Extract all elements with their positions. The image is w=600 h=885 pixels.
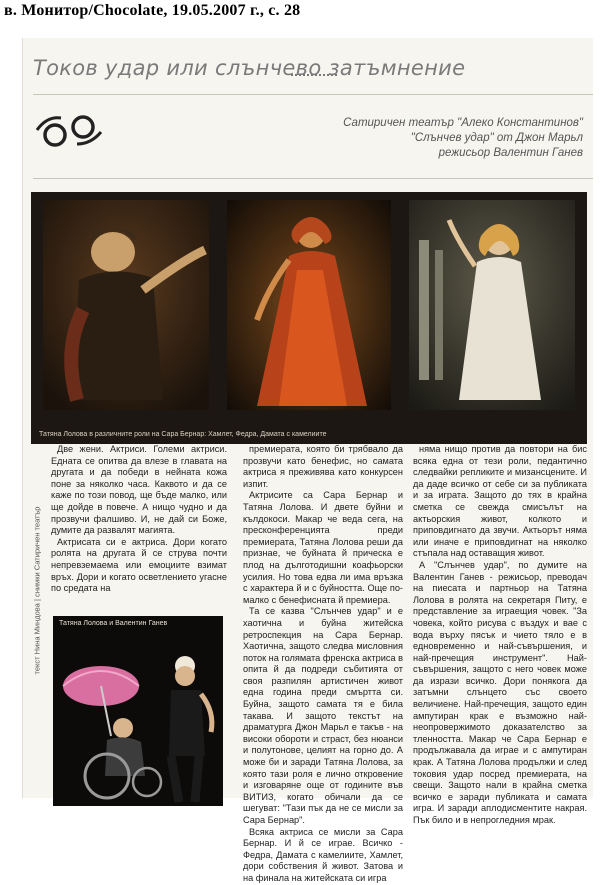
paragraph: Актрисите са Сара Бернар и Татяна Лолова. И двете буйни и кълдокоси. Макар че веда сега, на пресконференцията преди премиерата, Татяна Лолова реши да признае, че буйната й прическа е плод на дълготодишни коафьорски усилия. Но това едва ли има връзка с характера й и с буйността. Още по-малко с бенефисната й премиера. [243,490,403,605]
paragraph: А "Слънчев удар", по думите на Валентин Ганев - режисьор, преводач на пиесата и партньор на Татяна Лолова в ролята на секретаря Питу, е представление за играещия човек. "За човека, който рисува с въздух и ваe с вода върху пясък и чието тяло е в едновременно и най-съвършения, и най-пречещия инструмент". Най-съвършения, защото с него човек може да изрази всичко. Дори понякога да затъмни слънцето със своето величиене. Най-пречещия, защото един ампутиран крак е възможно най-неопровержимото доказателство за тленността. Макар че Сара Бернар е продължавала да играе и с ампутиран крак. А Татяна Лолова продължи и след токовия удар посред премиерата, на свещи. Защото нали в крайна сметка всичко е заради публиката и самата игра. И заради аплодисментите накрая. Пък било и в непрогледния мрак. [413,559,587,825]
paragraph: Две жени. Актриси. Големи актриси. Едната се опитва да влезе в главата на другата и да победи в нейната кожа поне за няколко часа. Каквото и да се каже по този повод, ще бъде малко, или ще дойде в повече. А нищо чудно и да прозвучи фалшиво. И, не дай си Боже, думите да развалят магията. [51,444,227,536]
paragraph: няма нищо против да повтори на бис всяка една от тези роли, педантично следвайки репликите и мизансцените. И да даде всичко от себе си за публиката и за играта. Защото до тях в крайна сметка се свежда смисълът на актьорския живот, колкото и приповдигнато да звучи. Актьорът няма или иначе е приповдигнат на няколко стъпала над оставащия живот. [413,444,587,559]
photo-lady-of-camellias [409,200,575,410]
paragraph: Актрисата си е актриса. Дори когато ролята на другата й се струва почти непревземаема или емоциите взимат връх. Дори и когато осветлението угасне по средата на [51,536,227,594]
article-page [22,38,593,883]
photo-lolova-ganev [53,616,223,806]
paragraph: премиерата, която би трябвало да прозвучи като бенефис, но самата актриса я преживява като конкурсен изпит. [243,444,403,489]
photo2-caption: Татяна Лолова и Валентин Ганев [59,620,168,627]
article-headline: Токов удар или слънчево затъмнение [33,56,466,80]
paragraph: Всяка актриса се мисли за Сара Бернар. И й се играе. Всичко - Федра, Дамата с камелиите, Хамлет, дори собствения й живот. Затова и на финала на житейската си игра [243,826,403,883]
article-column-2 [243,444,403,885]
magazine-logo [33,110,105,150]
credit-theatre: Сатиричен театър "Алеко Константинов" [343,117,583,129]
author-credit: текст Нина Миндова | снимки Сатиричен театър [32,506,42,675]
photo-hamlet [43,200,209,410]
role-photos [31,192,587,444]
paragraph: Та се казва "Слънчев удар" и е хаотична и буйна житейска ретроспекция на Сара Бернар. Хаотична, защото следва мисловния поток на голямата френска актриса в опита й да подреди събитията от своя разпилян артистичен живот една година преди смъртта си. Буйна, защото самата тя е била такава. И защото текстът на драматурга Джон Марьл е такъв - на високи обороти и страст, без нюанси и полутонове, целият на горно до. А може би и заради Татяна Лолова, за която тази роля е лично откровение и изговаряне още от годините във ВИТИЗ, когато обичали да се шегуват: "Тази пък да не се мисли за Сара Бернар". [243,606,403,825]
article-column-3 [413,444,587,827]
photo-caption: Татяна Лолова в различните роли на Сара Бернар: Хамлет, Федра, Дамата с камелиите [39,431,327,438]
credit-director: режисьор Валентин Ганев [438,147,583,159]
credits-rule [33,178,593,179]
article-column-1 [51,444,227,595]
credit-play: "Слънчев удар" от Джон Марьл [410,132,583,144]
newspaper-source-line: в. Монитор/Chocolate, 19.05.2007 г., с. 28 [4,2,301,19]
headline-rule [33,94,593,95]
photo-fedra [227,200,391,410]
production-credits [253,116,583,161]
